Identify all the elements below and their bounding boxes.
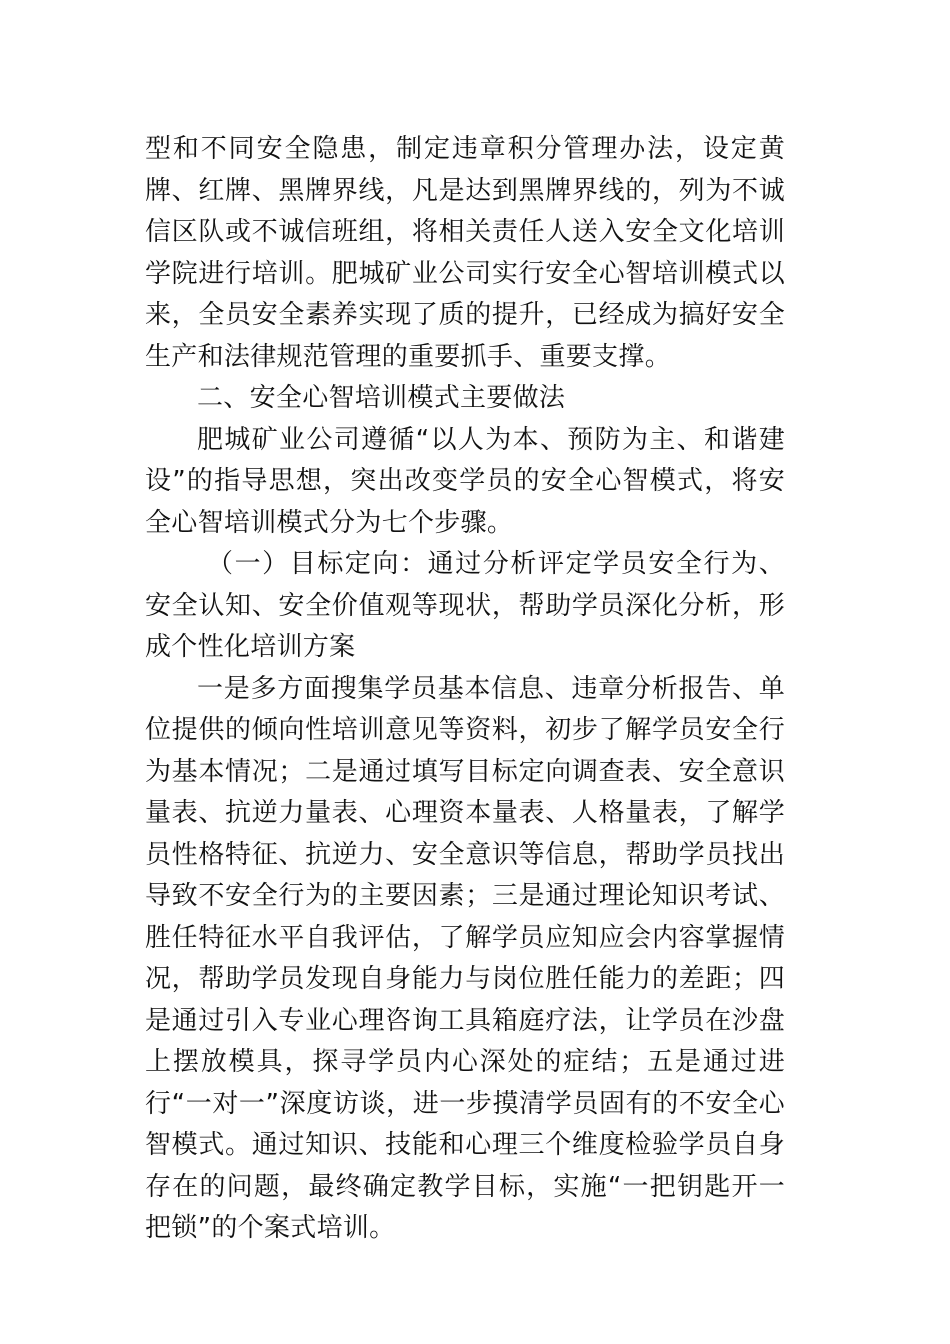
section-heading: 二、安全心智培训模式主要做法: [197, 383, 566, 413]
subsection-heading: （一）目标定向：通过分析评定学员安全行为、安全认知、安全价值观等现状，帮助学员深化分析，形成个性化培训方案: [145, 549, 785, 662]
document-body: [145, 129, 785, 1250]
paragraph-intro: 肥城矿业公司遵循“以人为本、预防为主、和谐建设”的指导思想，突出改变学员的安全心智模式，将安全心智培训模式分为七个步骤。: [145, 424, 785, 538]
paragraph-details: 一是多方面搜集学员基本信息、违章分析报告、单位提供的倾向性培训意见等资料，初步了解学员安全行为基本情况；二是通过填写目标定向调查表、安全意识量表、抗逆力量表、心理资本量表、人格量表，了解学员性格特征、抗逆力、安全意识等信息，帮助学员找出导致不安全行为的主要因素；三是通过理论知识考试、胜任特征水平自我评估，了解学员应知应会内容掌握情况，帮助学员发现自身能力与岗位胜任能力的差距；四是通过引入专业心理咨询工具箱庭疗法，让学员在沙盘上摆放模具，探寻学员内心深处的症结；五是通过进行“一对一”深度访谈，进一步摸清学员固有的不安全心智模式。通过知识、技能和心理三个维度检验学员自身存在的问题，最终确定教学目标，实施“一把钥匙开一把锁”的个案式培训。: [145, 673, 785, 1243]
paragraph-continuation: 型和不同安全隐患，制定违章积分管理办法，设定黄牌、红牌、黑牌界线，凡是达到黑牌界线的，列为不诚信区队或不诚信班组，将相关责任人送入安全文化培训学院进行培训。肥城矿业公司实行安全心智培训模式以来，全员安全素养实现了质的提升，已经成为搞好安全生产和法律规范管理的重要抓手、重要支撑。: [145, 134, 785, 372]
